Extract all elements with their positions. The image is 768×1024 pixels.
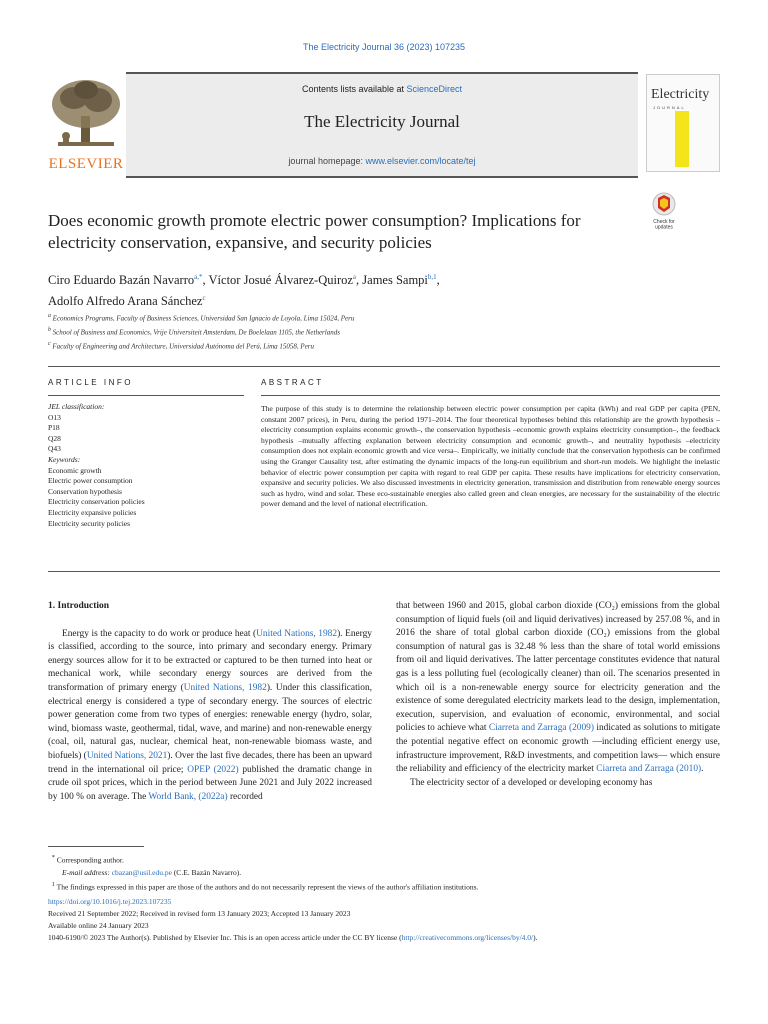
footnote-text: The findings expressed in this paper are those of the authors and do not necessarily represent the views of the author's affiliation institutions. bbox=[56, 882, 479, 891]
divider bbox=[48, 395, 244, 396]
body-paragraph bbox=[396, 600, 720, 777]
available-online: Available online 24 January 2023 bbox=[48, 921, 149, 930]
keywords-label: Keywords: bbox=[48, 454, 81, 464]
affiliation-text: Faculty of Engineering and Architecture, Universidad Autónoma del Perú, Lima 15058, Peru bbox=[52, 341, 315, 350]
keyword: Conservation hypothesis bbox=[48, 486, 122, 496]
header-band bbox=[126, 72, 638, 178]
journal-header bbox=[48, 70, 722, 176]
body-paragraph: The electricity sector of a developed or developing economy has bbox=[410, 777, 653, 788]
journal-title: The Electricity Journal bbox=[304, 112, 460, 131]
paper-title: Does economic growth promote electric power consumption? Implications for electricity conservation, expansive, and security policies bbox=[48, 211, 581, 252]
author-sup[interactable]: c bbox=[202, 294, 206, 303]
keyword: Electricity conservation policies bbox=[48, 497, 145, 507]
contents-prefix: Contents lists available at bbox=[301, 84, 407, 94]
homepage-line bbox=[126, 156, 638, 166]
citation-link[interactable]: United Nations, 1982 bbox=[183, 682, 267, 693]
affiliation-mark: b bbox=[48, 326, 51, 333]
citation-link[interactable]: Ciarreta and Zarraga (2009) bbox=[488, 723, 594, 734]
received-dates: Received 21 September 2022; Received in revised form 13 January 2023; Accepted 13 January 2023 bbox=[48, 909, 351, 918]
body-text: published the dramatic change in crude oil spot prices, which in the period between June 2021 and July 2022 increased by 100 % on average. The bbox=[48, 764, 372, 802]
body-text: ). Under this classification, electrical energy is considered a type of secondary energy. The sources of electric power generation come from two types of energies: renewable energy (hydro, solar, wind, biomass waste, geothermal, tidal, wave, and marine) and non-renewable energy (coal, oil, natural gas, nuclear, chemical heat, non-renewable biomass waste, and biofuels) ( bbox=[48, 682, 372, 761]
affiliation-item bbox=[48, 311, 708, 325]
body-text: . bbox=[701, 764, 704, 775]
body-text: recorded bbox=[227, 791, 263, 802]
license-prefix: 1040-6190/© 2023 The Author(s). Published by Elsevier Inc. This is an open access article under the CC BY license ( bbox=[48, 933, 402, 942]
author-sup[interactable]: a bbox=[352, 273, 357, 281]
body-text: that between 1960 and 2015, global carbon dioxide (CO₂) emissions from the global consumption of liquid fuels (oil and liquid derivatives) increased by 257.08 %, and in 2016 the share of total global carbon dioxide (CO₂) emissions from the global consumption of natural gas is 32.48 % less than the share of total world emissions from oil and liquid derivatives. The latter percentage constitutes evidence that natural gas is a less polluting fuel (ecologically cleaner) than oil. The scenarios presented in which oil is a non-renewable energy source for electricity generation and the existence of some deregulated electricity markets lead to the design, implementation, execution, supervision, and evaluation of economic, environmental, and social policies to achieve what bbox=[396, 601, 720, 734]
keyword: Electricity security policies bbox=[48, 518, 131, 528]
elsevier-tree-icon bbox=[48, 76, 124, 154]
check-for-updates-icon bbox=[646, 190, 682, 230]
affiliation-item bbox=[48, 339, 708, 353]
svg-text:Check for: Check for bbox=[653, 219, 675, 225]
abstract-heading: ABSTRACT bbox=[261, 378, 324, 387]
body-text: ). Energy is classified, according to the source, into primary and secondary energy. Primary energy sources allow for it to be extracted or captured to be then turned into heat or mechanical work, while secondary energy sources are derived from the transformation of primary energy ( bbox=[48, 628, 372, 693]
footnote-mark: * bbox=[51, 854, 55, 861]
section-heading: 1. Introduction bbox=[48, 601, 110, 611]
affiliation-text: Economics Programs, Faculty of Business Sciences, Universidad San Ignacio de Loyola, Lima 15024, Peru bbox=[52, 314, 355, 323]
keyword: Electricity expansive policies bbox=[48, 507, 137, 517]
elsevier-wordmark: ELSEVIER bbox=[48, 156, 124, 172]
footnotes bbox=[48, 852, 720, 893]
citation-link[interactable]: OPEP (2022) bbox=[187, 764, 239, 775]
license-link[interactable]: http://creativecommons.org/licenses/by/4.0/ bbox=[401, 933, 534, 942]
journal-reference[interactable]: The Electricity Journal 36 (2023) 107235 bbox=[302, 42, 466, 52]
author-sup[interactable]: b,1 bbox=[427, 273, 437, 281]
affiliation-item bbox=[48, 325, 708, 339]
check-for-updates-badge[interactable] bbox=[646, 190, 682, 230]
affiliations bbox=[48, 311, 708, 352]
cover-subtitle: JOURNAL bbox=[653, 105, 686, 110]
sciencedirect-link[interactable]: ScienceDirect bbox=[406, 84, 463, 94]
homepage-link[interactable]: www.elsevier.com/locate/tej bbox=[365, 156, 476, 166]
body-paragraph bbox=[48, 628, 372, 805]
bibliographic-info bbox=[48, 896, 738, 944]
jel-code: P18 bbox=[48, 423, 60, 433]
divider bbox=[48, 571, 720, 572]
journal-cover-thumbnail[interactable] bbox=[646, 74, 720, 172]
keyword: Electric power consumption bbox=[48, 476, 133, 486]
svg-text:updates: updates bbox=[655, 224, 673, 230]
email-suffix: (C.E. Bazán Navarro). bbox=[171, 867, 242, 877]
body-text: Energy is the capacity to do work or produce heat ( bbox=[62, 628, 257, 639]
body-text: ). Over the last five decades, there has been an upward trend in the international oil price; bbox=[48, 750, 372, 775]
footnote-corresponding bbox=[48, 852, 720, 867]
jel-code: O13 bbox=[48, 412, 61, 422]
article-info bbox=[48, 402, 244, 529]
elsevier-logo[interactable] bbox=[48, 76, 124, 170]
doi-link[interactable]: https://doi.org/10.1016/j.tej.2023.107235 bbox=[48, 897, 172, 906]
citation-link[interactable]: United Nations, 1982 bbox=[256, 628, 338, 639]
body-text: indicated as solutions to mitigate the potential negative effect on economic growth —including efficient energy use, infrastructure improvement, R&D investments, and competition laws— which ensure the reliability and efficiency of the electricity market bbox=[396, 723, 720, 775]
author-sup[interactable]: a,* bbox=[194, 273, 203, 281]
license-suffix: ). bbox=[533, 933, 538, 942]
divider bbox=[48, 366, 720, 367]
abstract-text: The purpose of this study is to determine the relationship between electric power consumption per capita (kWh) and real GDP per capita (PEN, constant 2007 prices), in Peru, during the period 1971–2014. The four theoretical hypotheses behind this relationship are the growth hypothesis –electricity consumption explains economic growth–, the conservation hypothesis –economic growth explains electricity consumption–, the feedback hypothesis –mutually affecting explanation between electricity consumption and economic growth–, and neutrality hypothesis –electricity consumption does not explain economic growth and vice versa–. Empirically, we initially conclude that the conservation hypothesis can be confirmed using the Granger Causality test, after estimating the dynamic impacts of the long-run equilibrium and short-run models. We highlight the inelastic behavior of electric power consumption per capita with regard to real GDP per capita. These results have implications for electricity conservation, expansive and security policies. We also discussed investments in electricity generation, transmission and distribution from renewable energy sources such as hydro, wind and solar. These eco-sustainable energies also called green and clean energies, are necessary for the sustainability of the electric power demand and the level of national electrification. bbox=[261, 404, 720, 509]
author-name[interactable]: Adolfo Alfredo Arana Sánchez bbox=[48, 294, 203, 309]
cover-title: Electricity bbox=[651, 87, 710, 102]
footnote-mark: 1 bbox=[51, 880, 55, 888]
citation-link[interactable]: United Nations, 2021 bbox=[86, 750, 168, 761]
jel-label: JEL classification: bbox=[48, 402, 105, 411]
affiliation-mark: c bbox=[48, 340, 51, 347]
homepage-prefix: journal homepage: bbox=[288, 156, 366, 166]
footnote-email bbox=[48, 867, 720, 879]
citation-link[interactable]: World Bank, (2022a) bbox=[148, 791, 228, 802]
contents-line bbox=[126, 84, 638, 94]
author-name[interactable]: Víctor Josué Álvarez-Quiroz bbox=[208, 273, 353, 288]
email-label: E-mail address: bbox=[62, 867, 112, 877]
keyword: Economic growth bbox=[48, 465, 102, 475]
footnote-text: Corresponding author. bbox=[56, 855, 124, 865]
body-column-right bbox=[396, 600, 720, 790]
author-list: Ciro Eduardo Bazán Navarro$^{a,*}$, Víctor Josué Álvarez-Quiroz$^a$, James Sampi$^{b,1}$, Adolfo Alfredo Arana Sánchez$^c$ bbox=[48, 273, 440, 309]
author-name[interactable]: James Sampi bbox=[362, 273, 428, 288]
email-link[interactable]: cbazan@usil.edu.pe bbox=[111, 867, 172, 877]
jel-code: Q28 bbox=[48, 433, 61, 443]
author-name[interactable]: Ciro Eduardo Bazán Navarro bbox=[48, 273, 195, 288]
article-info-heading: ARTICLE INFO bbox=[48, 378, 133, 387]
footnote-rule bbox=[48, 846, 144, 847]
citation-link[interactable]: Ciarreta and Zarraga (2010) bbox=[596, 764, 702, 775]
divider bbox=[261, 395, 720, 396]
cover-strip bbox=[675, 111, 689, 167]
jel-code: Q43 bbox=[48, 444, 61, 454]
affiliation-text: School of Business and Economics, Vrije Universiteit Amsterdam, De Boelelaan 1105, the Netherlands bbox=[52, 328, 340, 337]
affiliation-mark: a bbox=[48, 313, 51, 319]
footnote-note bbox=[48, 879, 720, 894]
license-line bbox=[48, 932, 738, 944]
body-column-left bbox=[48, 600, 372, 804]
